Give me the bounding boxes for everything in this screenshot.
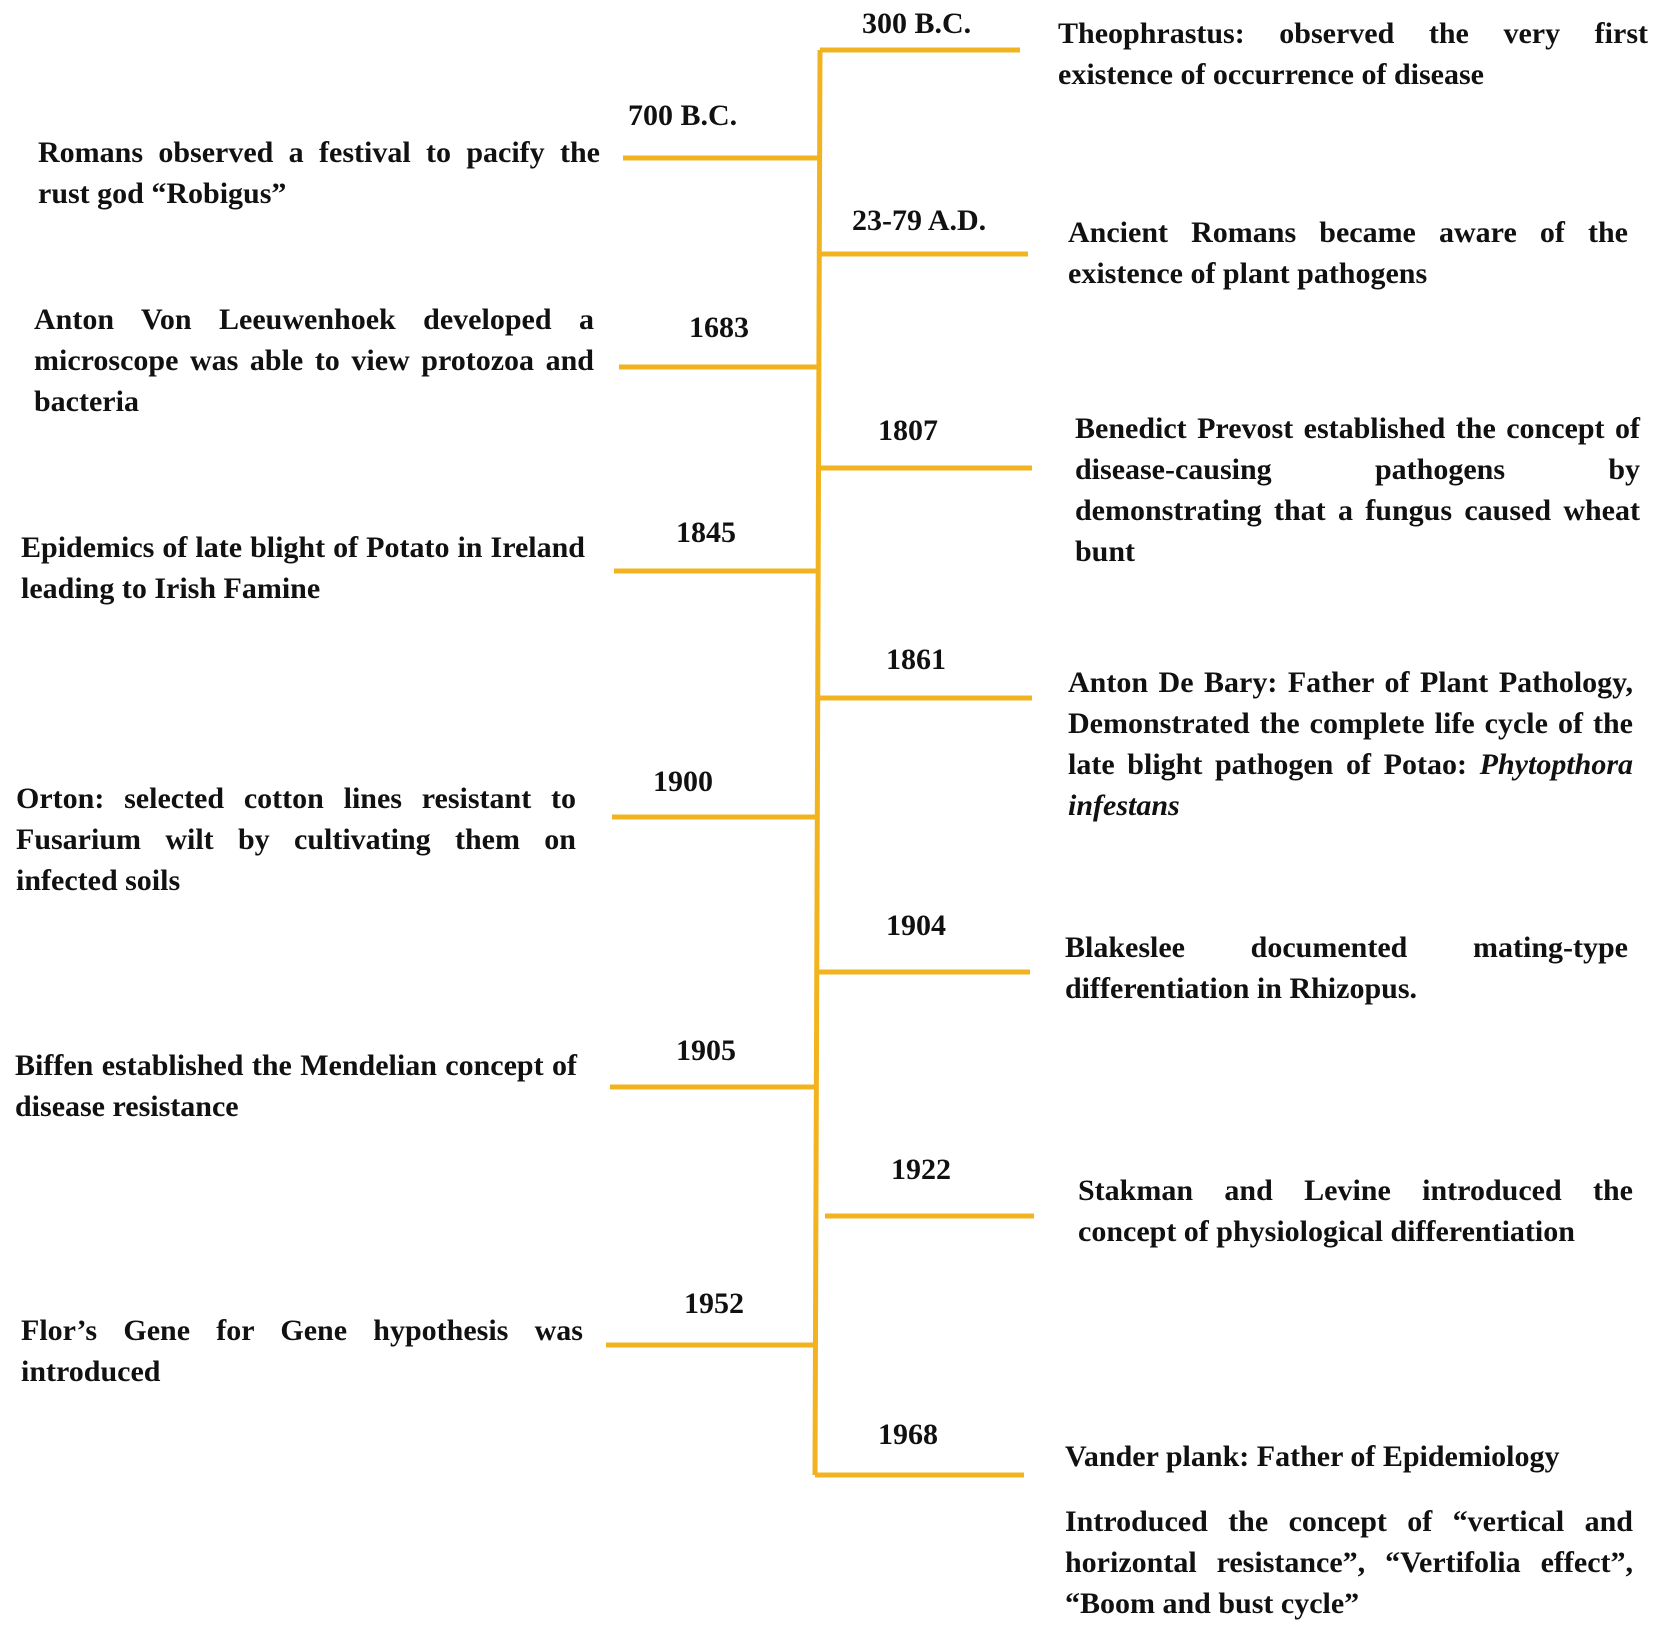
year-label-1968: 1968 [878, 1418, 938, 1451]
event-description-1905: Biffen established the Mendelian concept of disease resistance [15, 1049, 577, 1123]
year-label-1845: 1845 [676, 516, 736, 549]
event-description-1968-continued: Introduced the concept of “vertical and horizontal resistance”, “Vertifolia effect”, “Boom and bust cycle” [1065, 1505, 1633, 1620]
event-description-1904: Blakeslee documented mating-type differentiation in Rhizopus. [1065, 931, 1628, 1005]
event-description-23-79ad: Ancient Romans became aware of the existence of plant pathogens [1068, 216, 1628, 290]
event-description-1952: Flor’s Gene for Gene hypothesis was introduced [21, 1314, 583, 1388]
year-label-1861: 1861 [886, 643, 946, 676]
event-description-1845: Epidemics of late blight of Potato in Ireland leading to Irish Famine [21, 531, 585, 605]
event-description-700bc: Romans observed a festival to pacify the rust god “Robigus” [38, 136, 600, 210]
event-description-1807: Benedict Prevost established the concept of disease-causing pathogens by demonstrating that a fungus caused wheat bunt [1075, 412, 1640, 568]
year-label-1900: 1900 [653, 765, 713, 798]
event-description-1900: Orton: selected cotton lines resistant to Fusarium wilt by cultivating them on infected soils [16, 782, 576, 897]
pathogen-name-italic: Phytopthora infestans [1068, 748, 1634, 822]
timeline-spine [815, 50, 820, 1475]
year-label-1905: 1905 [676, 1034, 736, 1067]
event-description-1861: Anton De Bary: Father of Plant Pathology, Demonstrated the complete life cycle of the late blight pathogen of Potao: Phytopthora infestans [1068, 666, 1634, 822]
event-description-300bc: Theophrastus: observed the very first existence of occurrence of disease [1058, 17, 1648, 91]
event-description-1683: Anton Von Leeuwenhoek developed a microscope was able to view protozoa and bacteria [34, 303, 594, 418]
event-description-1922: Stakman and Levine introduced the concept of physiological differentiation [1078, 1174, 1633, 1248]
event-description-1968: Vander plank: Father of Epidemiology [1065, 1440, 1560, 1473]
year-label-700bc: 700 B.C. [628, 99, 738, 132]
year-label-1922: 1922 [891, 1153, 951, 1186]
year-label-23-79ad: 23-79 A.D. [852, 204, 987, 237]
year-label-1904: 1904 [886, 909, 946, 942]
year-label-1683: 1683 [689, 311, 749, 344]
year-label-1952: 1952 [684, 1287, 744, 1320]
year-label-300bc: 300 B.C. [862, 7, 972, 40]
year-label-1807: 1807 [878, 414, 938, 447]
